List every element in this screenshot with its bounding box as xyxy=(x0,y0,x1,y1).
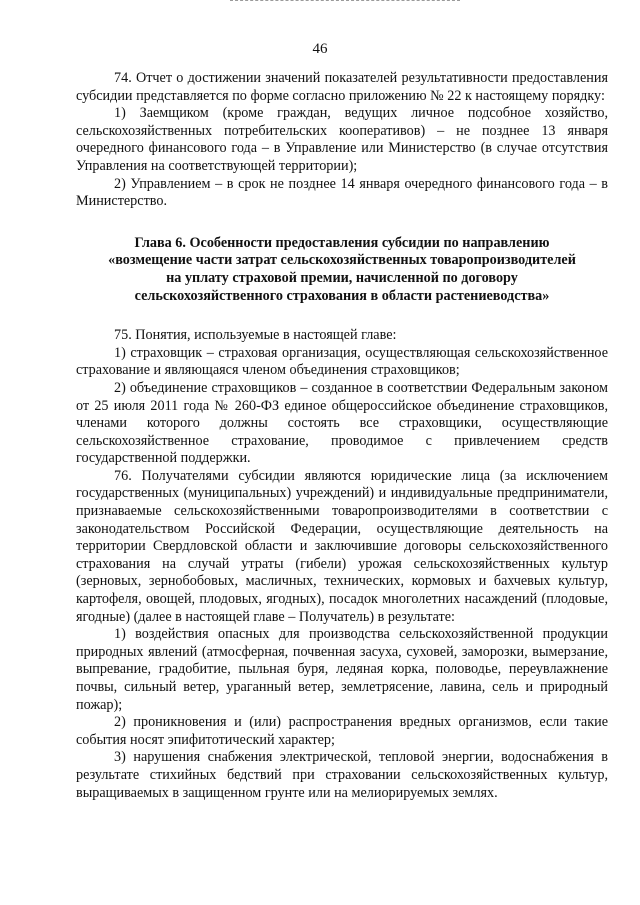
paragraph-75: 75. Понятия, используемые в настоящей главе: xyxy=(114,327,397,344)
paragraph-76: 76. Получателями субсидии являются юридические лица (за исключением государственных (муниципальных) учреждений) и индивидуальные предприниматели, признаваемые сельскохозяйственными товаропроизводителями в соответствии с законодательством Российской Федерации, осуществляющие деятельность на территории Свердловской области и заключившие договоры сельскохозяйственного страхования на случай утраты (гибели) урожая сельскохозяйственных культур (зерновых, зернобобовых, масличных, технических, кормовых и бахчевых культур, картофеля, овощей, плодовых, ягодных), посадок многолетних насаждений (плодовые, ягодные) (далее в настоящей главе – Получатель) в результате: xyxy=(76,467,608,625)
chapter-title-line-1: Глава 6. Особенности предоставления субсидии по направлению xyxy=(134,234,550,251)
paragraph-75-item-1: 1) страховщик – страховая организация, осуществляющая сельскохозяйственное страхование и являющаяся членом объединения страховщиков; xyxy=(76,344,608,379)
chapter-title-line-2: «возмещение части затрат сельскохозяйственных товаропроизводителей xyxy=(108,252,576,269)
chapter-title-line-3: на уплату страховой премии, начисленной по договору xyxy=(166,269,518,286)
paragraph-74-item-1: 1) Заемщиком (кроме граждан, ведущих личное подсобное хозяйство, сельскохозяйственных потребительских кооперативов) – не позднее 13 января очередного финансового года – в Управление или Министерство (в случае отсутствия Управления на соответствующей территории); xyxy=(76,105,608,174)
scan-top-edge-artifact xyxy=(230,0,460,2)
document-body xyxy=(76,70,608,802)
chapter-title-line-4: сельскохозяйственного страхования в области растениеводства» xyxy=(134,287,550,304)
paragraph-74-item-2: 2) Управлением – в срок не позднее 14 января очередного финансового года – в Министерство. xyxy=(76,175,608,210)
paragraph-74: 74. Отчет о достижении значений показателей результативности предоставления субсидии представляется по форме согласно приложению № 22 к настоящему порядку: xyxy=(76,70,608,104)
paragraph-75-item-2: 2) объединение страховщиков – созданное в соответствии Федеральным законом от 25 июля 2011 года № 260-ФЗ единое общероссийское объединение страховщиков, членами которого должны состоять все страховщики, осуществляющие сельскохозяйственное страхование, проводимое с привлечением средств государственной поддержки. xyxy=(76,379,608,467)
paragraph-76-item-3: 3) нарушения снабжения электрической, тепловой энергии, водоснабжения в результате стихийных бедствий при страховании сельскохозяйственных культур, выращиваемых в защищенном грунте или на мелиорируемых землях. xyxy=(76,749,608,801)
chapter-heading xyxy=(76,235,608,305)
paragraph-76-item-1: 1) воздействия опасных для производства сельскохозяйственной продукции природных явлений (атмосферная, почвенная засуха, суховей, заморозки, вымерзание, выпревание, градобитие, пыльная буря, ледяная корка, половодье, переувлажнение почвы, сильный ветер, ураганный ветер, землетрясение, лавина, сель и природный пожар); xyxy=(76,626,608,713)
paragraph-76-item-2: 2) проникновения и (или) распространения вредных организмов, если такие события носят эпифитотический характер; xyxy=(76,714,608,748)
page-number: 46 xyxy=(312,41,328,57)
